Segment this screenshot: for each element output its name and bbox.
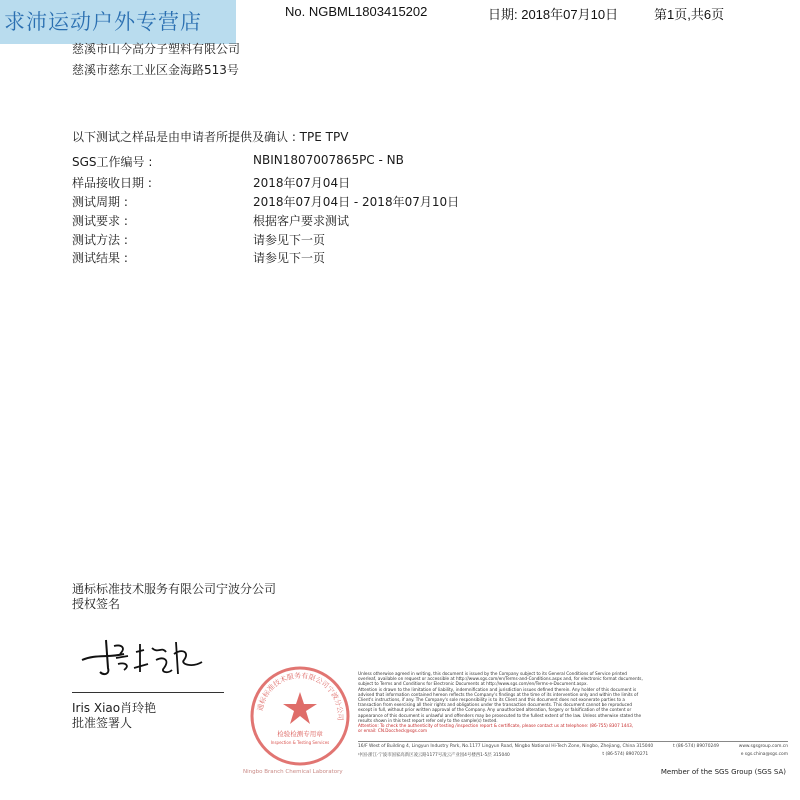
field-label: 测试要求 :: [72, 214, 128, 228]
shop-banner: 求沛运动户外专营店: [0, 0, 236, 44]
address-en-tel: t (86-574) 89070249: [673, 744, 719, 749]
terms-line: Attention is drawn to the limitation of liability, indemnification and jurisdiction issues defined therein. Any holder of this document is: [358, 686, 637, 692]
field-label: 测试方法 :: [72, 233, 128, 247]
attention-line-2: or email: CN.Doccheck@sgs.com: [358, 728, 428, 734]
company-seal: [248, 664, 352, 768]
address-en-web: www.sgsgroup.com.cn: [738, 744, 788, 749]
terms-line: advised that information contained hereon reflects the Company's findings at the time of its intervention only and within the limits of: [358, 691, 639, 697]
terms-line: except in full, without prior written approval of the Company. Any unauthorized alteration, forgery or falsification of the content or: [358, 707, 632, 713]
terms-notes: [358, 671, 788, 733]
signature-line: [72, 692, 224, 693]
address-cn: [358, 752, 788, 758]
field-value: 2018年07月04日: [253, 176, 351, 190]
client-address: 慈溪市慈东工业区金海路513号: [72, 63, 239, 77]
field-value: 2018年07月04日 - 2018年07月10日: [253, 195, 460, 209]
seal-sub-text: Inspection & Testing Services: [270, 740, 330, 745]
signer-name: Iris Xiao肖玲艳: [72, 701, 157, 715]
attention-line: Attention: To check the authenticity of testing /inspection report & certificate, please contact us at telephone: (86-755) 8307 1443,: [358, 723, 634, 729]
address-en: [358, 744, 788, 749]
signer-title: 批准签署人: [72, 716, 133, 730]
page-indicator: 第1页,共6页: [654, 7, 725, 22]
field-label: 测试周期 :: [72, 195, 128, 209]
sample-intro: 以下测试之样品是由申请者所提供及确认 : TPE TPV: [72, 130, 349, 144]
terms-line: transaction from exercising all their rights and obligations under the transaction documents. This document cannot be reproduced: [358, 702, 633, 708]
field-value: 请参见下一页: [253, 251, 326, 265]
footer-divider: [358, 741, 788, 742]
field-value: NBIN1807007865PC - NB: [253, 153, 404, 167]
terms-line: subject to Terms and Conditions for Electronic Documents at http://www.sgs.com/en/Terms-e-Document.aspx.: [358, 681, 588, 687]
address-en-text: 16/F West of Building 4, Lingyun Industry Park, No.1177 Lingyun Road, Ningbo National Hi-Tech Zone, Ningbo, Zhejiang, China 315040: [358, 744, 654, 749]
seal-ring-text: 通标标准技术服务有限公司宁波分公司: [256, 671, 345, 721]
issuer-role: 授权签名: [72, 597, 121, 611]
field-label: SGS工作编号 :: [72, 155, 153, 169]
field-value: 根据客户要求测试: [253, 214, 350, 228]
client-name: 慈溪市山今高分子塑料有限公司: [72, 42, 241, 56]
seal-branch-text: Ningbo Branch Chemical Laboratory: [243, 769, 343, 775]
terms-line: Client's instructions, if any. The Company's sole responsibility is to its Client and this document does not exonerate parties to a: [358, 697, 625, 703]
field-value: 请参见下一页: [253, 233, 326, 247]
report-date: 日期: 2018年07月10日: [488, 7, 619, 22]
terms-line: appearance of this document is unlawful and offenders may be prosecuted to the fullest extent of the law. Unless otherwise stated the: [358, 712, 642, 718]
terms-line: overleaf, available on request or accessible at http://www.sgs.com/en/Terms-and-Conditions.aspx and, for electronic format documents,: [358, 676, 643, 682]
address-cn-tel: t (86-574) 89070271: [602, 752, 649, 757]
sgs-member-line: Member of the SGS Group (SGS SA): [660, 768, 786, 776]
address-cn-mail: e sgs.china@sgs.com: [740, 752, 788, 757]
field-label: 测试结果 :: [72, 251, 128, 265]
terms-line: Unless otherwise agreed in writing, this document is issued by the Company subject to its General Conditions of Service printed: [358, 671, 627, 676]
signature-image: [78, 634, 208, 684]
address-cn-text: 中国·浙江·宁波市国家高新区凌云路1177号凌云产业园4号楼西1-5层 315040: [358, 753, 510, 758]
terms-line: results shown in this test report refer only to the sample(s) tested.: [358, 717, 498, 723]
seal-center-text: 检验检测专用章: [277, 730, 323, 738]
report-number: No. NGBML1803415202: [285, 4, 428, 19]
field-label: 样品接收日期 :: [72, 176, 152, 190]
issuer-company: 通标标准技术服务有限公司宁波分公司: [72, 582, 277, 596]
